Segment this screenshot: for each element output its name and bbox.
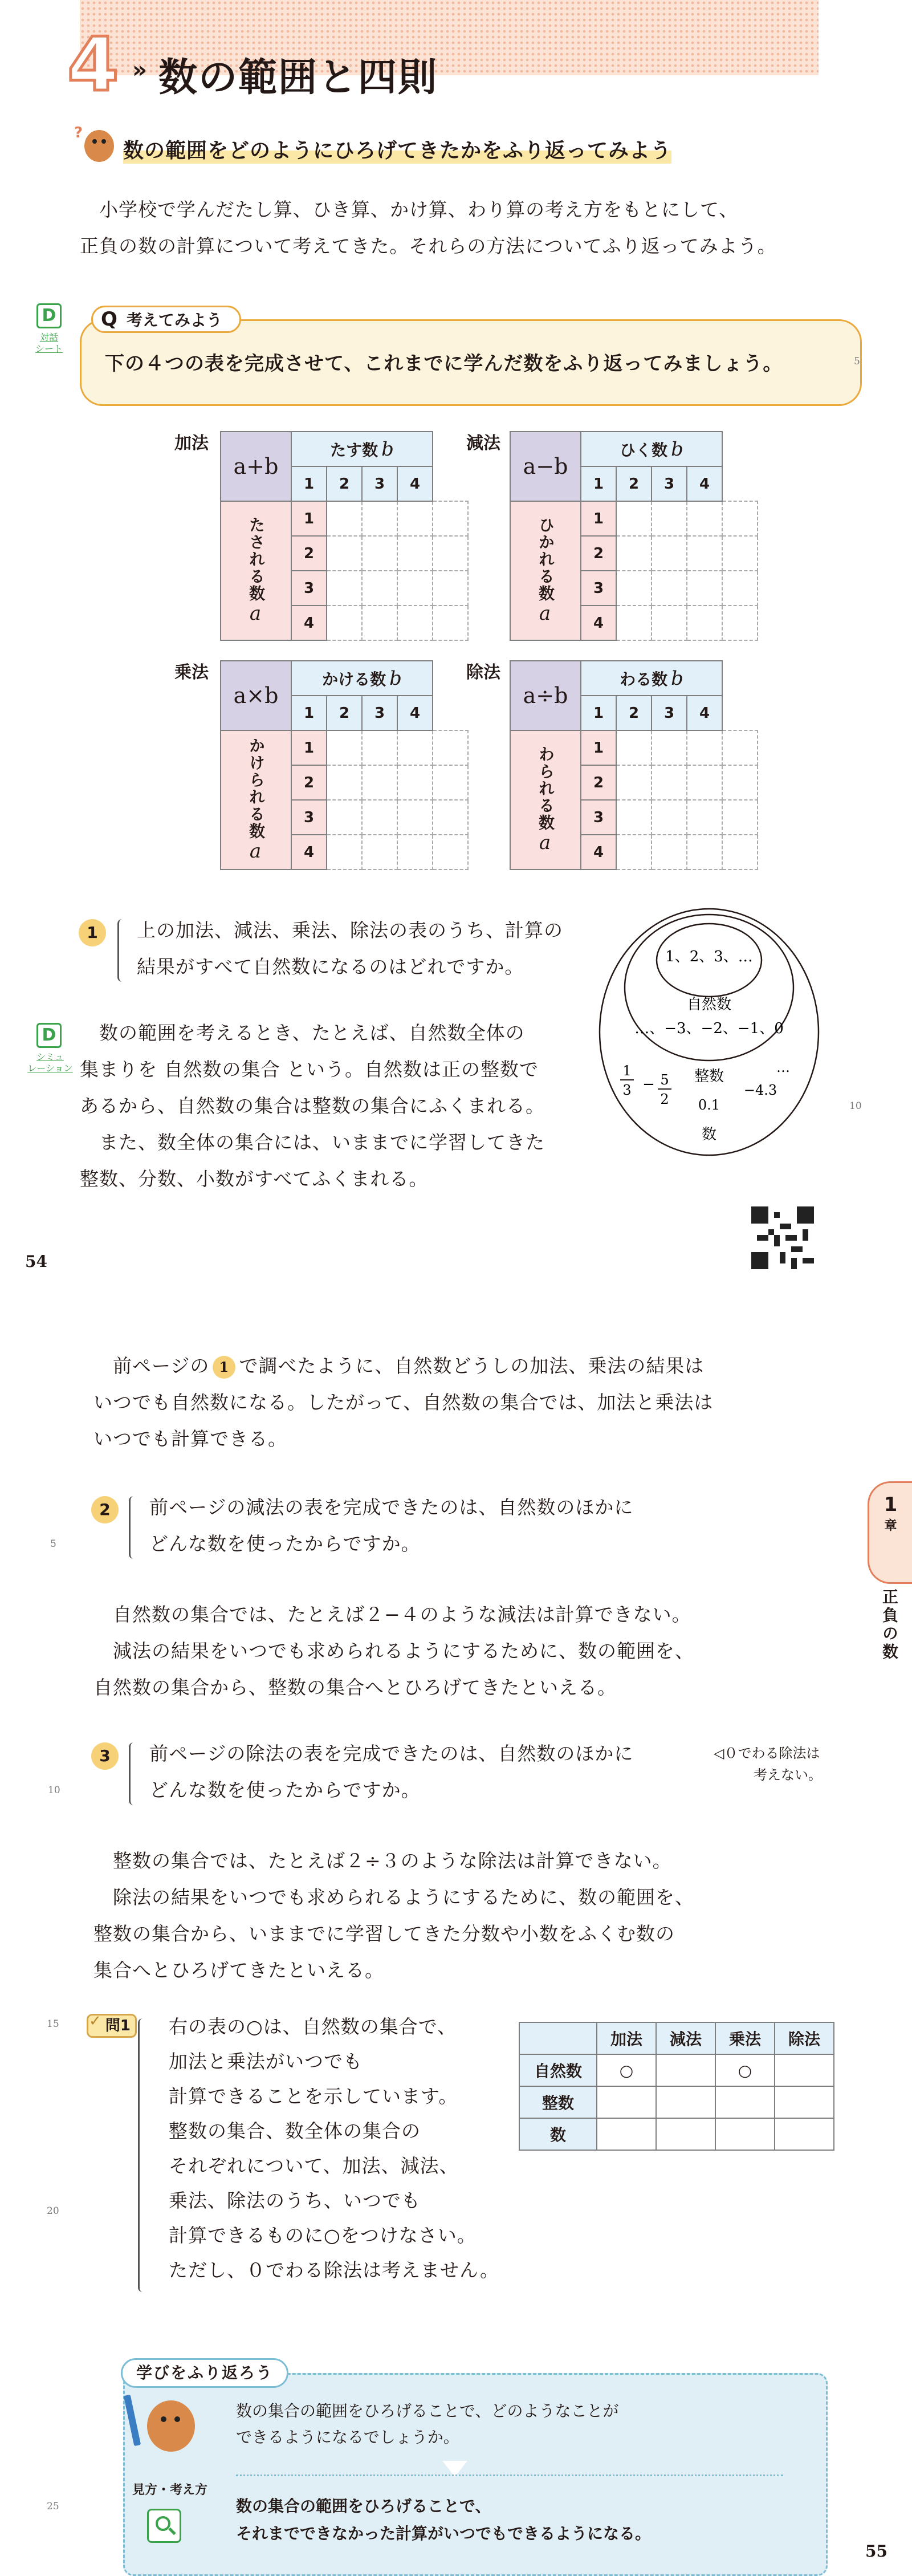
table-answer-cell[interactable]	[327, 835, 362, 869]
review-q-line: できるようになるでしょうか。	[236, 2428, 459, 2447]
table-a-header	[510, 501, 581, 640]
a-variable: a	[539, 602, 552, 625]
table-answer-cell[interactable]	[327, 536, 362, 571]
table-answer-cell[interactable]	[722, 501, 758, 536]
table-answer-cell[interactable]	[397, 536, 433, 571]
p55-paragraph-2	[93, 1596, 834, 1706]
summary-row	[519, 2054, 834, 2086]
table-answer-cell[interactable]	[433, 606, 468, 640]
q3-line: どんな数を使ったからですか。	[149, 1779, 421, 1801]
question-tag	[91, 306, 241, 333]
table-answer-cell[interactable]	[327, 765, 362, 800]
toi-line: 計算できることを示しています。	[169, 2085, 458, 2107]
p55-line: 自然数の集合では、たとえば２−４のような減法は計算できない。	[113, 1603, 691, 1626]
page-number-left: 54	[25, 1252, 47, 1271]
table-answer-cell[interactable]	[397, 606, 433, 640]
p55-line: いつでも自然数になる。したがって、自然数の集合では、加法と乗法は	[93, 1391, 714, 1413]
table-answer-cell[interactable]	[616, 501, 652, 536]
summary-cell[interactable]	[775, 2118, 834, 2150]
margin-line-number: 25	[47, 2501, 59, 2512]
summary-cell[interactable]	[597, 2086, 656, 2118]
question-3-text	[149, 1736, 719, 1809]
table-col-number: 1	[581, 466, 616, 501]
summary-cell[interactable]: ○	[715, 2054, 775, 2086]
intro-paragraph	[80, 192, 832, 265]
table-col-number: 2	[327, 466, 362, 501]
table-answer-cell[interactable]	[687, 571, 722, 606]
margin-line-number: 10	[48, 1785, 60, 1796]
summary-table	[519, 2022, 834, 2151]
p55-line: 除法の結果をいつでも求められるようにするために、数の範囲を、	[113, 1886, 694, 1908]
table-col-number: 4	[397, 696, 433, 730]
dialog-sheet-badge[interactable]: D	[36, 303, 62, 328]
b-variable: b	[671, 437, 683, 461]
p55-line: 減法の結果をいつでも求められるようにするために、数の範囲を、	[113, 1640, 694, 1662]
margin-line-number: 10	[849, 1100, 862, 1112]
table-expression: a÷b	[510, 661, 581, 730]
venn-middle-label: 整数	[694, 1068, 724, 1085]
table-answer-cell[interactable]	[652, 536, 687, 571]
b-label: かける数	[322, 669, 386, 689]
subhead: 数の範囲をどのようにひろげてきたかをふり返ってみよう	[123, 135, 671, 164]
summary-header: 減法	[656, 2022, 715, 2054]
summary-row-label: 自然数	[519, 2054, 597, 2086]
ref-question-1: 1	[213, 1356, 235, 1379]
table-answer-cell[interactable]	[327, 571, 362, 606]
sets-line: 集まりを 自然数の集合 という。自然数は正の整数で	[80, 1058, 539, 1080]
summary-cell[interactable]: ○	[597, 2054, 656, 2086]
table-col-number: 3	[362, 466, 397, 501]
toi-line: 加法と乗法がいつでも	[169, 2050, 363, 2073]
table-col-number: 4	[687, 466, 722, 501]
chapter-number: 1	[883, 1493, 898, 1516]
table-b-header	[581, 661, 722, 696]
mascot-pencil-icon	[147, 2400, 195, 2452]
p55-line: 整数の集合から、いままでに学習してきた分数や小数をふくむ数の	[93, 1923, 675, 1945]
margin-line-number: 5	[50, 1538, 56, 1550]
b-variable: b	[671, 667, 683, 690]
summary-row	[519, 2086, 834, 2118]
summary-row-label: 数	[519, 2118, 597, 2150]
table-col-number: 2	[616, 466, 652, 501]
badge-sub-label: シート	[35, 343, 63, 354]
table-row-number: 1	[291, 730, 327, 765]
question-text: 下の４つの表を完成させて、これまでに学んだ数をふり返ってみましょう。	[105, 352, 783, 375]
q1-line: 上の加法、減法、乗法、除法の表のうち、計算の	[137, 919, 563, 941]
toi-line: 整数の集合、数全体の集合の	[169, 2120, 421, 2142]
summary-cell[interactable]	[597, 2118, 656, 2150]
summary-cell[interactable]	[656, 2086, 715, 2118]
toi-1-text	[169, 2009, 534, 2287]
table-row-number: 4	[291, 835, 327, 869]
table-answer-cell[interactable]	[397, 571, 433, 606]
question-brace	[129, 1496, 137, 1559]
review-a-line: 数の集合の範囲をひろげることで、	[236, 2497, 491, 2516]
table-answer-cell[interactable]	[362, 835, 397, 869]
number-sets-diagram	[595, 907, 823, 1163]
question-2-number: 2	[91, 1496, 119, 1523]
question-brace	[129, 1742, 137, 1805]
table-row-number: 2	[291, 765, 327, 800]
mikata-label: 見方・考え方	[132, 2483, 207, 2497]
table-answer-cell[interactable]	[616, 730, 652, 765]
a-label: たされる数	[247, 517, 266, 602]
table-answer-cell[interactable]	[652, 765, 687, 800]
table-answer-cell[interactable]	[433, 536, 468, 571]
question-brace	[117, 919, 125, 982]
margin-line-number: 5	[854, 356, 860, 367]
table-answer-cell[interactable]	[687, 606, 722, 640]
table-answer-cell[interactable]	[397, 501, 433, 536]
simulation-badge[interactable]: D	[36, 1023, 62, 1048]
table-answer-cell[interactable]	[362, 730, 397, 765]
table-answer-cell[interactable]	[652, 606, 687, 640]
table-answer-cell[interactable]	[687, 501, 722, 536]
table-answer-cell[interactable]	[652, 571, 687, 606]
b-variable: b	[381, 437, 394, 461]
chapter-title: 正負の数	[880, 1588, 899, 1661]
table-row-number: 3	[581, 571, 616, 606]
question-2-text	[149, 1489, 719, 1562]
summary-header: 乗法	[715, 2022, 775, 2054]
badge-sub-label: レーション	[27, 1063, 73, 1074]
venn-frac2-den: 2	[660, 1091, 669, 1107]
operation-table	[220, 660, 469, 870]
table-expression: a×b	[221, 661, 291, 730]
summary-row	[519, 2118, 834, 2150]
badge-sub-label: シミュ	[36, 1051, 64, 1062]
table-answer-cell[interactable]	[433, 571, 468, 606]
venn-inner-items: 1、2、3、…	[665, 948, 753, 965]
table-answer-cell[interactable]	[362, 606, 397, 640]
section-arrow-icon: »	[132, 57, 147, 83]
table-col-number: 3	[652, 466, 687, 501]
chapter-tab[interactable]	[868, 1481, 912, 1584]
toi-line: 右の表の○は、自然数の集合で、	[169, 2016, 457, 2038]
op-label-addition: 加法	[174, 433, 209, 453]
question-mark-icon: ?	[74, 124, 83, 141]
sets-line: 数の範囲を考えるとき、たとえば、自然数全体の	[99, 1022, 525, 1044]
table-answer-cell[interactable]	[362, 501, 397, 536]
table-answer-cell[interactable]	[616, 800, 652, 835]
p55-paragraph-1	[93, 1348, 834, 1457]
chapter-unit: 章	[884, 1519, 897, 1533]
simulation-link[interactable]	[26, 1051, 74, 1074]
table-answer-cell[interactable]	[722, 536, 758, 571]
table-answer-cell[interactable]	[687, 536, 722, 571]
p55-paragraph-3	[93, 1843, 834, 1989]
toi-line: それぞれについて、加法、減法、	[169, 2155, 459, 2177]
op-label-division: 除法	[466, 663, 500, 682]
operation-table	[220, 431, 469, 641]
table-row-number: 4	[581, 606, 616, 640]
table-row-number: 1	[581, 730, 616, 765]
table-expression: a−b	[510, 432, 581, 501]
table-answer-cell[interactable]	[362, 536, 397, 571]
table-answer-cell[interactable]	[722, 835, 758, 869]
table-col-number: 3	[362, 696, 397, 730]
table-answer-cell[interactable]	[397, 800, 433, 835]
summary-cell[interactable]	[775, 2086, 834, 2118]
table-row-number: 2	[581, 765, 616, 800]
question-3-number: 3	[91, 1742, 119, 1770]
table-answer-cell[interactable]	[722, 730, 758, 765]
review-answer	[236, 2493, 651, 2547]
table-answer-cell[interactable]	[433, 501, 468, 536]
table-row-number: 4	[291, 606, 327, 640]
q2-line: 前ページの減法の表を完成できたのは、自然数のほかに	[149, 1496, 634, 1518]
table-answer-cell[interactable]	[687, 730, 722, 765]
toi-line: 計算できるものに○をつけなさい。	[169, 2224, 477, 2246]
table-answer-cell[interactable]	[722, 571, 758, 606]
table-col-number: 1	[291, 466, 327, 501]
p55-line: 自然数の集合から、整数の集合へとひろげてきたといえる。	[93, 1676, 617, 1699]
venn-frac1-num: 1	[622, 1063, 632, 1079]
table-a-header	[221, 730, 291, 869]
summary-cell[interactable]	[656, 2054, 715, 2086]
table-a-header	[510, 730, 581, 869]
a-label: わられる数	[536, 746, 555, 831]
table-row-number: 1	[291, 501, 327, 536]
a-label: かけられる数	[247, 737, 266, 840]
table-b-header	[581, 432, 722, 466]
b-label: ひく数	[620, 440, 668, 460]
p55-line	[93, 1348, 834, 1384]
table-col-number: 1	[581, 696, 616, 730]
sets-paragraph	[80, 1015, 593, 1197]
intro-line: 正負の数の計算について考えてきた。それらの方法についてふり返ってみよう。	[80, 235, 777, 257]
op-label-multiplication: 乗法	[174, 663, 209, 682]
table-answer-cell[interactable]	[327, 800, 362, 835]
venn-inner-label: 自然数	[686, 996, 732, 1013]
table-row-number: 4	[581, 835, 616, 869]
operation-table	[510, 431, 758, 641]
margin-line-number: 20	[47, 2205, 59, 2217]
venn-frac2-sign: −	[642, 1076, 655, 1093]
summary-cell[interactable]	[656, 2118, 715, 2150]
table-answer-cell[interactable]	[397, 765, 433, 800]
p55-line: 集合へとひろげてきたといえる。	[93, 1959, 384, 1981]
mascot-eye-icon	[101, 139, 106, 144]
table-b-header	[291, 661, 433, 696]
review-question	[236, 2398, 618, 2451]
p55-line: 整数の集合では、たとえば２÷３のような除法は計算できない。	[113, 1850, 672, 1872]
toi-brace	[138, 2018, 146, 2292]
table-answer-cell[interactable]	[616, 606, 652, 640]
table-answer-cell[interactable]	[652, 501, 687, 536]
question-1-text	[137, 912, 593, 985]
op-label-subtraction: 減法	[466, 433, 500, 453]
margin-line-number: 15	[47, 2018, 59, 2030]
venn-outer-label: 数	[701, 1126, 717, 1143]
table-col-number: 4	[687, 696, 722, 730]
toi-line: 乗法、除法のうち、いつでも	[169, 2189, 421, 2212]
venn-frac2-num: 5	[660, 1072, 669, 1088]
table-col-number: 4	[397, 466, 433, 501]
integers-set-ellipse	[625, 915, 793, 1061]
section-number: 4	[67, 21, 119, 108]
table-answer-cell[interactable]	[327, 501, 362, 536]
table-answer-cell[interactable]	[722, 800, 758, 835]
table-answer-cell[interactable]	[722, 765, 758, 800]
table-row-number: 3	[581, 800, 616, 835]
table-answer-cell[interactable]	[397, 730, 433, 765]
table-row-number: 2	[581, 536, 616, 571]
table-answer-cell[interactable]	[616, 536, 652, 571]
sets-line: また、数全体の集合には、いままでに学習してきた	[99, 1131, 545, 1153]
table-answer-cell[interactable]	[687, 800, 722, 835]
table-answer-cell[interactable]	[652, 730, 687, 765]
table-answer-cell[interactable]	[397, 835, 433, 869]
q1-line: 結果がすべて自然数になるのはどれですか。	[137, 956, 524, 978]
badge-sub-label: 対話	[39, 332, 58, 343]
table-answer-cell[interactable]	[687, 835, 722, 869]
table-answer-cell[interactable]	[616, 571, 652, 606]
table-answer-cell[interactable]	[362, 800, 397, 835]
mascot-eye-icon	[92, 139, 97, 144]
table-answer-cell[interactable]	[327, 606, 362, 640]
operation-table	[510, 660, 758, 870]
q2-line: どんな数を使ったからですか。	[149, 1533, 421, 1555]
a-variable: a	[539, 831, 552, 854]
table-row-number: 1	[581, 501, 616, 536]
table-answer-cell[interactable]	[433, 800, 468, 835]
venn-frac1-den: 3	[622, 1082, 632, 1098]
summary-cell[interactable]	[775, 2054, 834, 2086]
table-expression: a+b	[221, 432, 291, 501]
p55-text: 前ページの	[113, 1355, 210, 1377]
table-answer-cell[interactable]	[652, 800, 687, 835]
note-line: 考えない。	[754, 1767, 822, 1783]
section-title: 数の範囲と四則	[158, 55, 438, 100]
a-variable: a	[249, 602, 263, 625]
table-col-number: 2	[616, 696, 652, 730]
table-answer-cell[interactable]	[433, 835, 468, 869]
p55-text: で調べたように、自然数どうしの加法、乗法の結果は	[239, 1355, 705, 1377]
b-variable: b	[389, 667, 402, 690]
question-1-number: 1	[79, 919, 106, 946]
note-line: ◁０でわる除法は	[714, 1745, 820, 1761]
q3-line: 前ページの除法の表を完成できたのは、自然数のほかに	[149, 1742, 634, 1765]
table-answer-cell[interactable]	[616, 765, 652, 800]
summary-row-label: 整数	[519, 2086, 597, 2118]
venn-middle-items: …、−3、−2、−1、0	[634, 1020, 784, 1037]
dialog-sheet-link[interactable]	[31, 332, 67, 355]
mascot-icon	[84, 130, 114, 162]
review-tag: 学びをふり返ろう	[121, 2358, 288, 2388]
table-answer-cell[interactable]	[722, 606, 758, 640]
table-answer-cell[interactable]	[616, 835, 652, 869]
check-icon: ✓	[89, 2013, 101, 2030]
table-answer-cell[interactable]	[362, 765, 397, 800]
b-label: わる数	[620, 669, 668, 689]
venn-decimal-2: −4.3	[743, 1082, 777, 1098]
intro-line: 小学校で学んだたし算、ひき算、かけ算、わり算の考え方をもとにして、	[99, 198, 739, 221]
page-number-right: 55	[865, 2542, 887, 2561]
table-answer-cell[interactable]	[362, 571, 397, 606]
table-row-number: 3	[291, 800, 327, 835]
mascot-eye-icon	[174, 2416, 180, 2422]
table-answer-cell[interactable]	[433, 730, 468, 765]
table-answer-cell[interactable]	[687, 765, 722, 800]
p55-line: いつでも計算できる。	[93, 1428, 287, 1450]
summary-cell[interactable]	[715, 2086, 775, 2118]
mascot-eye-icon	[161, 2416, 166, 2422]
table-answer-cell[interactable]	[327, 730, 362, 765]
q-tag-label: 考えてみよう	[126, 311, 222, 330]
review-divider	[236, 2475, 783, 2476]
sets-line: 整数、分数、小数がすべてふくまれる。	[80, 1168, 429, 1190]
table-row-number: 3	[291, 571, 327, 606]
table-a-header	[221, 501, 291, 640]
toi-line: ただし、０でわる除法は考えません。	[169, 2259, 499, 2281]
summary-corner	[519, 2022, 597, 2054]
qr-code-icon[interactable]	[751, 1206, 814, 1269]
review-q-line: 数の集合の範囲をひろげることで、どのようなことが	[236, 2402, 619, 2420]
table-col-number: 1	[291, 696, 327, 730]
summary-header: 除法	[775, 2022, 834, 2054]
toi-1-label: 問1	[87, 2014, 137, 2038]
table-answer-cell[interactable]	[433, 765, 468, 800]
table-row-number: 2	[291, 536, 327, 571]
sets-line: あるから、自然数の集合は整数の集合にふくまれる。	[80, 1095, 545, 1117]
q-letter: Q	[101, 308, 117, 331]
venn-decimal-1: 0.1	[698, 1097, 720, 1113]
table-answer-cell[interactable]	[652, 835, 687, 869]
table-col-number: 3	[652, 696, 687, 730]
summary-header-row	[519, 2022, 834, 2054]
review-a-line: それまでできなかった計算がいつでもできるようになる。	[236, 2524, 652, 2543]
summary-cell[interactable]	[715, 2118, 775, 2150]
table-col-number: 2	[327, 696, 362, 730]
summary-header: 加法	[597, 2022, 656, 2054]
a-variable: a	[249, 840, 263, 863]
table-b-header	[291, 432, 433, 466]
magnifier-icon	[147, 2509, 181, 2543]
side-note	[714, 1742, 822, 1786]
b-label: たす数	[330, 440, 378, 460]
a-label: ひかれる数	[536, 517, 555, 602]
venn-dots: …	[776, 1059, 790, 1075]
